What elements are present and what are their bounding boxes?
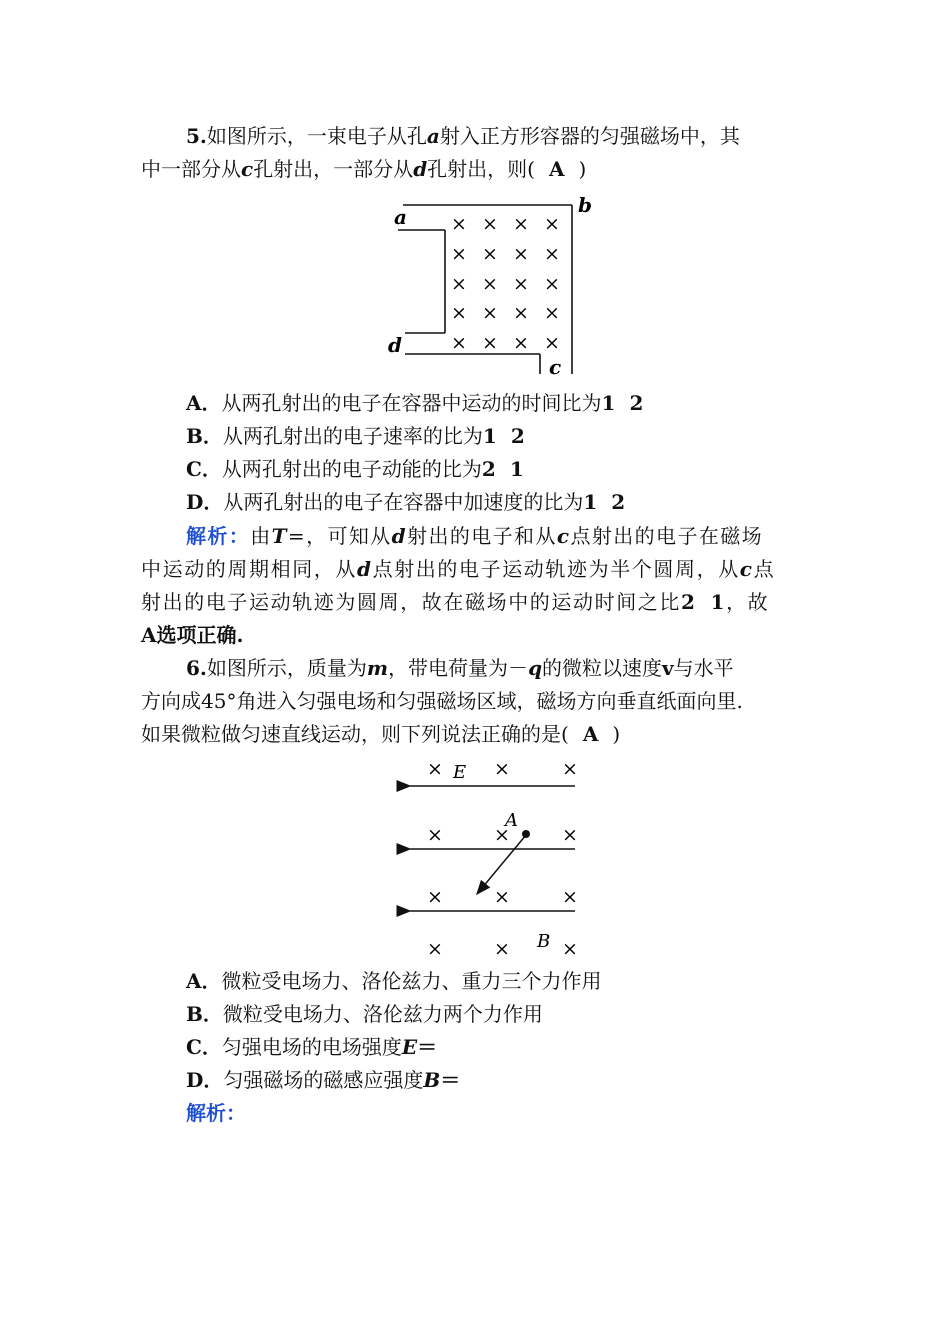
q6-label-b: B — [537, 931, 551, 952]
q5-field-cross: × — [544, 213, 560, 235]
q5-answer: A — [548, 157, 565, 181]
q6-field-cross: × — [494, 886, 510, 908]
q6-field-cross: × — [427, 886, 443, 908]
q5-line-1: 5.如图所示，一束电子从孔a射入正方形容器的匀强磁场中，其 — [186, 124, 740, 148]
q5-analysis-line-1: 解析：由T=，可知从d射出的电子和从c点射出的电子在磁场 — [186, 524, 764, 548]
q5-line-2: 中一部分从c孔射出，一部分从d孔射出，则( A ) — [141, 157, 587, 181]
q6-line-2: 方向成45°角进入匀强电场和匀强磁场区域，磁场方向垂直纸面向里. — [141, 689, 743, 713]
q6-field-cross: × — [494, 938, 510, 960]
q6-label-e: E — [453, 762, 467, 783]
q5-analysis-line-3: 射出的电子运动轨迹为圆周，故在磁场中的运动时间之比2 1，故 — [141, 590, 770, 614]
q6-field-cross: × — [494, 758, 510, 780]
q5-field-cross: × — [482, 213, 498, 235]
q6-line-1: 6.如图所示，质量为m，带电荷量为－q的微粒以速度v与水平 — [186, 656, 734, 680]
q5-label-c: c — [549, 355, 562, 379]
q5-field-cross: × — [451, 213, 467, 235]
q6-option-c: C．匀强电场的电场强度E＝ — [186, 1035, 438, 1059]
q6-option-a: A．微粒受电场力、洛伦兹力、重力三个力作用 — [186, 969, 602, 993]
q5-field-cross: × — [513, 213, 529, 235]
q6-analysis — [186, 1100, 246, 1126]
q5-analysis-line-2: 中运动的周期相同，从d点射出的电子运动轨迹为半个圆周，从c点 — [141, 557, 776, 581]
q6-field-cross: × — [494, 824, 510, 846]
q5-option-b: B．从两孔射出的电子速率的比为1 2 — [186, 424, 525, 448]
q5-field-cross: × — [513, 243, 529, 265]
q5-field-cross: × — [451, 243, 467, 265]
q6-field-cross: × — [562, 758, 578, 780]
q6-option-d: D．匀强磁场的磁感应强度B＝ — [186, 1068, 461, 1092]
q5-field-cross: × — [544, 273, 560, 295]
q6-answer: A — [582, 722, 599, 746]
q5-field-cross: × — [451, 302, 467, 324]
q6-particle-a — [522, 830, 530, 838]
q6-field-cross: × — [562, 938, 578, 960]
q6-option-b: B．微粒受电场力、洛伦兹力两个力作用 — [186, 1002, 543, 1026]
q5-field-cross: × — [513, 273, 529, 295]
q5-field-cross: × — [451, 332, 467, 354]
q6-analysis-label: 解析： — [186, 1101, 246, 1125]
q6-field-cross: × — [427, 758, 443, 780]
q5-analysis-label: 解析： — [186, 524, 251, 548]
q5-field-cross: × — [482, 243, 498, 265]
q5-field-cross: × — [544, 243, 560, 265]
q5-label-d: d — [388, 333, 402, 357]
q5-field-cross: × — [544, 332, 560, 354]
q5-option-c: C．从两孔射出的电子动能的比为2 1 — [186, 457, 524, 481]
q5-field-cross: × — [482, 302, 498, 324]
q5-field-cross: × — [513, 332, 529, 354]
q6-field-cross: × — [562, 886, 578, 908]
q5-field-cross: × — [482, 273, 498, 295]
q5-option-a: A．从两孔射出的电子在容器中运动的时间比为1 2 — [186, 391, 644, 415]
q6-line-3: 如果微粒做匀速直线运动，则下列说法正确的是( A ) — [141, 722, 621, 746]
q5-field-cross: × — [451, 273, 467, 295]
q5-option-d: D．从两孔射出的电子在容器中加速度的比为1 2 — [186, 490, 626, 514]
q5-analysis-line-4: A选项正确. — [141, 623, 244, 647]
q5-field-cross: × — [513, 302, 529, 324]
q6-label-a: A — [505, 810, 518, 831]
q5-field-cross: × — [544, 302, 560, 324]
q6-field-cross: × — [562, 824, 578, 846]
q6-field-cross: × — [427, 938, 443, 960]
q5-field-cross: × — [482, 332, 498, 354]
q5-label-b: b — [578, 193, 592, 217]
q6-field-cross: × — [427, 824, 443, 846]
q5-label-a: a — [394, 205, 407, 229]
